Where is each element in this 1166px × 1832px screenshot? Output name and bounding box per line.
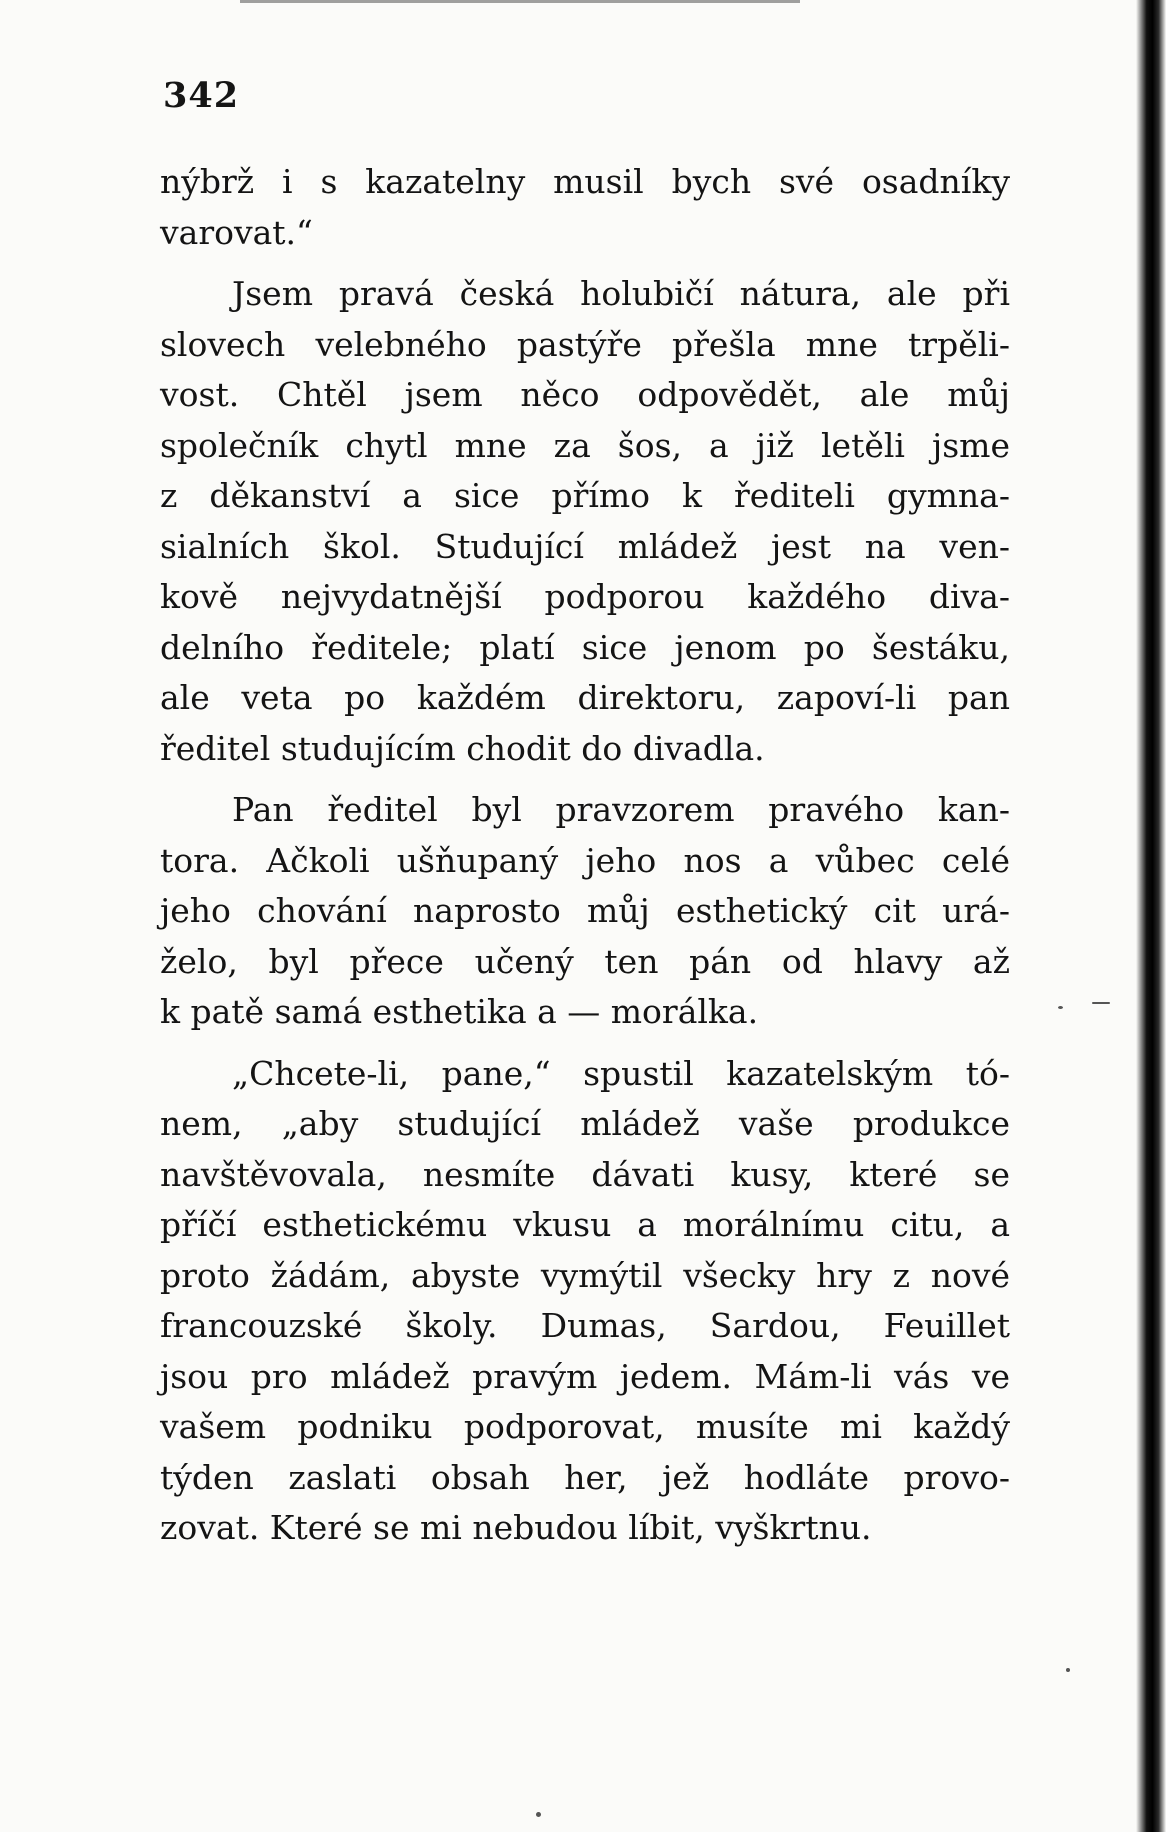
scan-speck xyxy=(536,1812,541,1817)
text-line: „Chcete-li, pane,“ spustil kazatelským tó- xyxy=(232,1053,1010,1093)
text-line: proto žádám, abyste vymýtil všecky hry z nové xyxy=(160,1255,1010,1295)
text-line: tora. Ačkoli ušňupaný jeho nos a vůbec celé xyxy=(160,840,1010,880)
paragraph-1 xyxy=(160,157,1010,258)
scan-right-edge xyxy=(1136,0,1166,1832)
text-line: z děkanství a sice přímo k řediteli gymna- xyxy=(160,476,1010,515)
text-line: týden zaslati obsah her, jež hodláte provo- xyxy=(160,1457,1010,1497)
text-line: vašem podniku podporovat, musíte mi každý xyxy=(160,1407,1010,1446)
paragraph-4 xyxy=(160,1049,1010,1554)
text-line: nem, „aby studující mládež vaše produkce xyxy=(160,1104,1010,1143)
text-line: slovech velebného pastýře přešla mne trpěli- xyxy=(160,324,1010,364)
scan-top-edge xyxy=(240,0,800,3)
text-line: ale veta po každém direktoru, zapoví-li pan xyxy=(160,678,1010,717)
text-line: francouzské školy. Dumas, Sardou, Feuillet xyxy=(160,1306,1010,1345)
text-line: k patě samá esthetika a — morálka. xyxy=(160,992,759,1031)
scan-speck xyxy=(1092,1002,1110,1004)
page-number: 342 xyxy=(163,75,240,116)
text-line: společník chytl mne za šos, a již letěli jsme xyxy=(160,425,1010,465)
text-line: Pan ředitel byl pravzorem pravého kan- xyxy=(232,790,1010,829)
text-line: ředitel studujícím chodit do divadla. xyxy=(160,728,765,768)
text-line: jsou pro mládež pravým jedem. Mám-li vás ve xyxy=(160,1356,1010,1396)
paragraph-2 xyxy=(160,269,1010,774)
text-line: varovat.“ xyxy=(160,212,313,252)
text-line: Jsem pravá česká holubičí nátura, ale při xyxy=(232,274,1010,313)
paragraph-3 xyxy=(160,785,1010,1038)
scan-speck xyxy=(1058,1006,1063,1009)
text-line: jeho chování naprosto můj esthetický cit urá- xyxy=(160,891,1010,930)
text-line: vost. Chtěl jsem něco odpovědět, ale můj xyxy=(160,375,1010,414)
text-line: příčí esthetickému vkusu a morálnímu citu, a xyxy=(160,1205,1010,1244)
text-line: kově nejvydatnější podporou každého diva- xyxy=(160,577,1010,616)
text-line: želo, byl přece učený ten pán od hlavy až xyxy=(160,941,1010,981)
text-line: nýbrž i s kazatelny musil bych své osadníky xyxy=(160,162,1010,201)
body-text xyxy=(160,157,1010,1554)
text-line: sialních škol. Studující mládež jest na ven- xyxy=(160,526,1010,566)
text-line: delního ředitele; platí sice jenom po šestáku, xyxy=(160,627,1010,667)
text-line: navštěvovala, nesmíte dávati kusy, které se xyxy=(160,1154,1010,1194)
scan-speck xyxy=(1066,1668,1070,1672)
text-line: zovat. Které se mi nebudou líbit, vyškrtnu. xyxy=(160,1508,872,1547)
